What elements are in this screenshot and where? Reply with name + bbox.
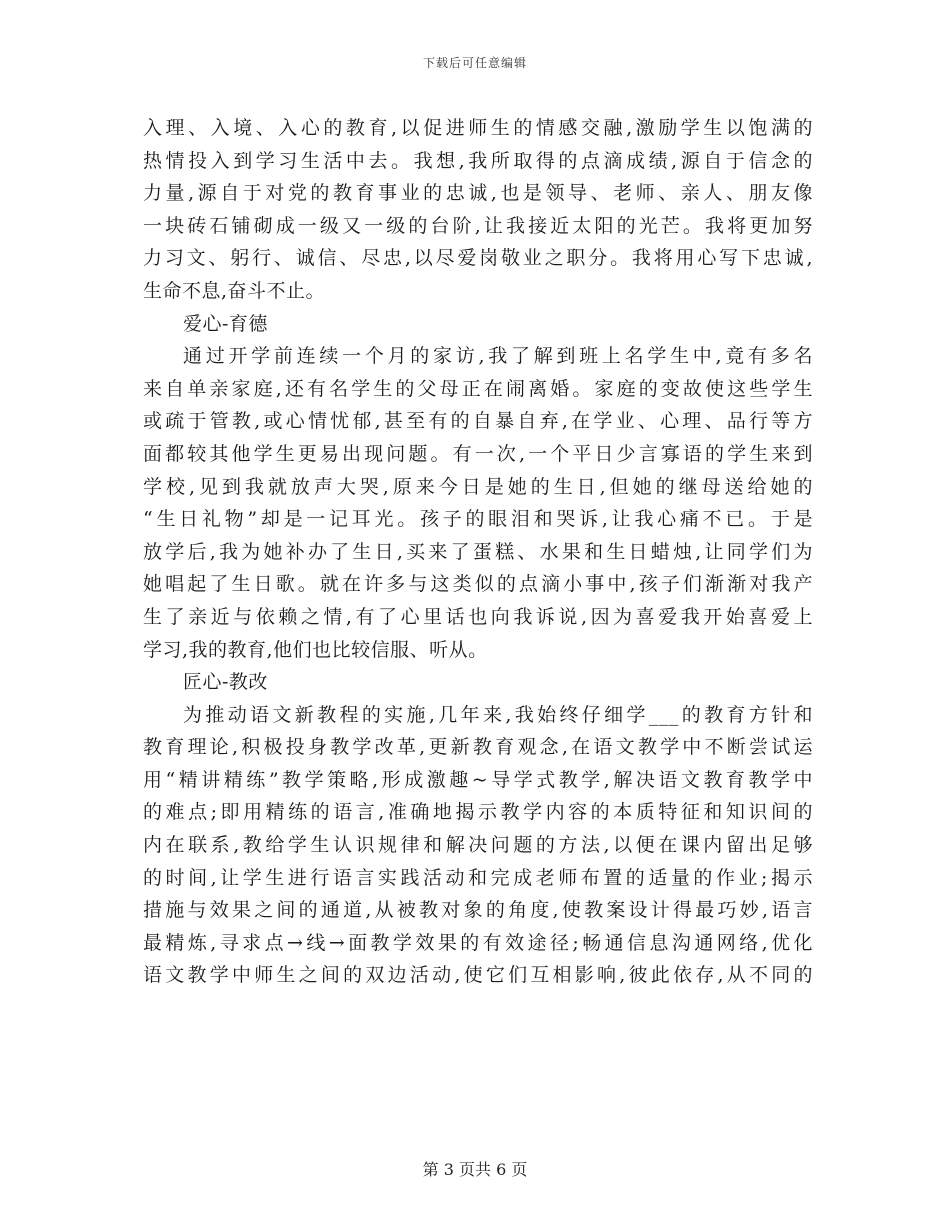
section-heading: 爱心-育德 — [183, 312, 268, 335]
text-line: 生了亲近与依赖之情,有了心里话也向我诉说,因为喜爱我开始喜爱上 — [143, 605, 813, 628]
text-line: 最精炼,寻求点→线→面教学效果的有效途径;畅通信息沟通网络,优化 — [143, 931, 813, 954]
text-line: 内在联系,教给学生认识规律和解决问题的方法,以便在课内留出足够 — [143, 834, 813, 857]
text-line: “生日礼物”却是一记耳光。孩子的眼泪和哭诉,让我心痛不已。于是 — [143, 508, 813, 531]
section-heading: 匠心-教改 — [183, 671, 268, 694]
text-line: 入理、入境、入心的教育,以促进师生的情感交融,激励学生以饱满的 — [143, 117, 813, 139]
text-line: 学校,见到我就放声大哭,原来今日是她的生日,但她的继母送给她的 — [143, 475, 813, 498]
text-line: 语文教学中师生之间的双边活动,使它们互相影响,彼此依存,从不同的 — [143, 964, 813, 987]
document-body — [143, 112, 813, 992]
text-line: 用“精讲精练”教学策略,形成激趣~导学式教学,解决语文教育教学中 — [143, 768, 813, 791]
text-line: 学习,我的教育,他们也比较信服、听从。 — [143, 638, 488, 661]
text-line: 一块砖石铺砌成一级又一级的台阶,让我接近太阳的光芒。我将更加努 — [143, 214, 813, 237]
text-line: 热情投入到学习生活中去。我想,我所取得的点滴成绩,源自于信念的 — [143, 149, 813, 172]
text-line: 她唱起了生日歌。就在许多与这类似的点滴小事中,孩子们渐渐对我产 — [143, 573, 813, 596]
text-line: 的时间,让学生进行语言实践活动和完成老师布置的适量的作业;揭示 — [143, 866, 813, 889]
text-line: 力习文、躬行、诚信、尽忠,以尽爱岗敬业之职分。我将用心写下忠诚, — [143, 247, 813, 270]
text-line: 通过开学前连续一个月的家访,我了解到班上名学生中,竟有多名 — [183, 345, 813, 368]
text-line: 放学后,我为她补办了生日,买来了蛋糕、水果和生日蜡烛,让同学们为 — [143, 540, 813, 563]
text-line: 力量,源自于对党的教育事业的忠诚,也是领导、老师、亲人、朋友像 — [143, 182, 813, 205]
text-line: 教育理论,积极投身教学改革,更新教育观念,在语文教学中不断尝试运 — [143, 736, 813, 759]
text-line: 或疏于管教,或心情忧郁,甚至有的自暴自弃,在学业、心理、品行等方 — [143, 410, 813, 433]
text-line: 生命不息,奋斗不止。 — [143, 279, 326, 302]
text-line: 面都较其他学生更易出现问题。有一次,一个平日少言寡语的学生来到 — [143, 442, 813, 465]
text-line: 来自单亲家庭,还有名学生的父母正在闹离婚。家庭的变故使这些学生 — [143, 377, 813, 400]
text-line: 措施与效果之间的通道,从被教对象的角度,使教案设计得最巧妙,语言 — [143, 899, 813, 922]
text-line: 的难点;即用精练的语言,准确地揭示教学内容的本质特征和知识间的 — [143, 801, 813, 824]
page-footer: 第 3 页共 6 页 — [422, 1160, 528, 1179]
page-header: 下载后可任意编辑 — [422, 56, 527, 70]
text-line: 为推动语文新教程的实施,几年来,我始终仔细学___的教育方针和 — [183, 703, 813, 726]
